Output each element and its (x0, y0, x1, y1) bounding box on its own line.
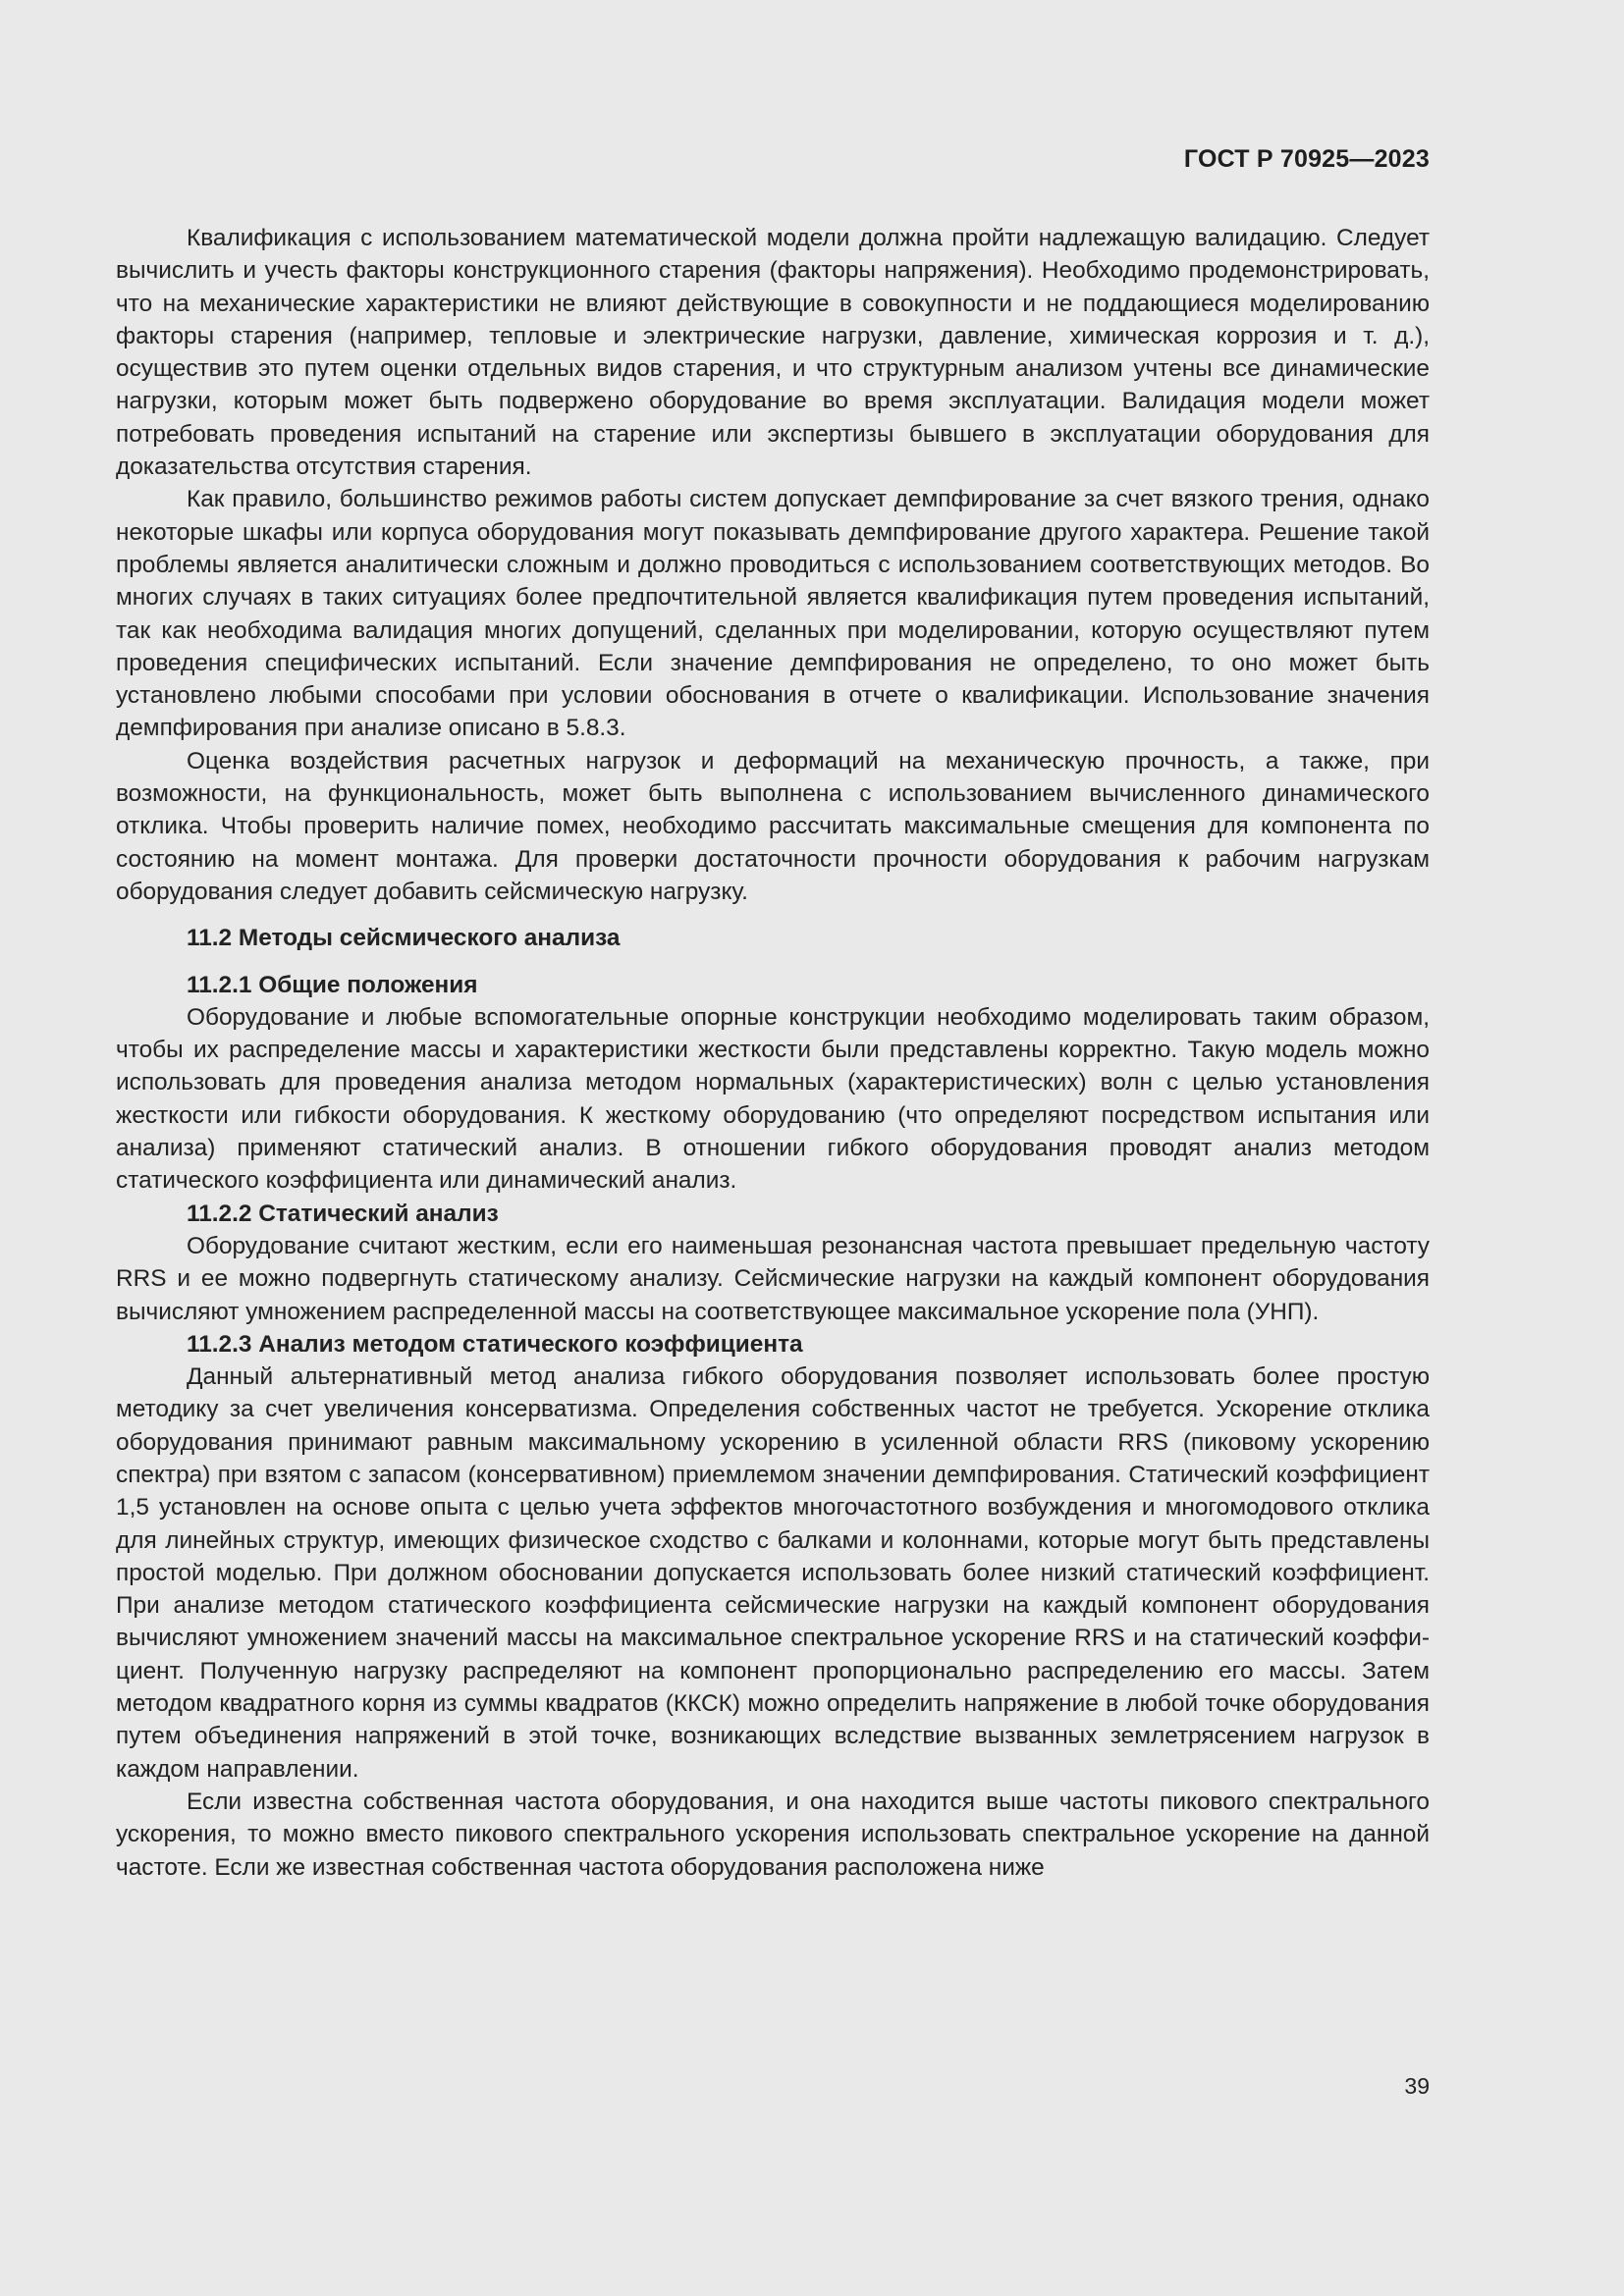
page-number: 39 (1404, 2073, 1430, 2099)
paragraph-load-assessment: Оценка воздействия расчетных нагрузок и деформаций на механическую прочность, а также, при возможности, на функциональность, может быть выполнена с использованием вычисленного динамического отклика. Чтобы проверить наличие помех, необходимо рассчитать максимальные смещения для компонента по состоянию на момент монтажа. Для проверки достаточности прочности оборудования к рабочим нагрузкам оборудования следует добавить сейсмическую нагрузку. (116, 747, 1430, 905)
paragraph-model-qualification: Квалификация с использованием математической модели должна пройти надлежащую валидацию. Следует вычислить и учесть факторы конструкционного старения (факторы напряжения). Необходимо продемонстрировать, что на механические характеристики не влияют действующие в совокупности и не поддающиеся моделированию факторы старения (например, тепловые и электрические нагрузки, давление, химическая коррозия и т. д.), осуществив это путем оценки отдельных видов старения, и что структурным анализом учтены все динамические нагрузки, которым может быть подвержено оборудование во время эксплуатации. Валидация модели может потребовать проведения испытаний на старение или экспертизы бывшего в эксплуатации оборудования для доказательства отсутствия старения. (116, 225, 1430, 481)
subsection-heading-11-2-1: 11.2.1 Общие положения (187, 971, 478, 998)
paragraph-static-coefficient: Данный альтернативный метод анализа гибкого оборудования позволяет использовать более простую методику за счет увеличения консерватизма. Определения собственных частот не требуется. Ускорение отклика оборудования принимают равным максимальному ускорению в усиленной области RRS (пиковому ускорению спектра) при взятом с запасом (консервативном) приемлемом значении демпфирования. Статический коэффициент 1,5 установлен на основе опыта с целью учета эффектов многочастотного возбуждения и многомодового отклика для линейных структур, имеющих физическое сходство с балками и колоннами, которые могут быть представлены простой моделью. При должном обосновании допускается использовать более низкий статический коэффициент. При анализе методом статического коэффициента сейсмические нагрузки на каждый компонент оборудования вычисляют умножением значений массы на максимальное спектральное ускорение RRS и на статический коэффициент. Полученную нагрузку распределяют на компонент пропорционально распределению его массы. Затем методом квадратного корня из суммы квадратов (ККСК) можно определить напряжение в любой точке оборудования путем объединения напряжений в этой точке, возникающих вследствие вызванных землетрясением нагрузок в каждом направлении. (116, 1363, 1430, 1783)
paragraph-static-analysis: Оборудование считают жестким, если его наименьшая резонансная частота превышает предельную частоту RRS и ее можно подвергнуть статическому анализу. Сейсмические нагрузки на каждый компонент оборудования вычисляют умножением распределенной массы на соответствующее максимальное ускорение пола (УНП). (116, 1232, 1430, 1325)
paragraph-natural-frequency: Если известна собственная частота оборудования, и она находится выше частоты пикового спектрального ускорения, то можно вместо пикового спектрального ускорения использовать спектральное ускорение на данной частоте. Если же известная собственная частота оборудования расположена ниже (116, 1788, 1430, 1881)
subsection-heading-11-2-2: 11.2.2 Статический анализ (187, 1200, 499, 1227)
document-header: ГОСТ Р 70925—2023 (1183, 145, 1430, 173)
paragraph-general-provisions: Оборудование и любые вспомогательные опорные конструкции необходимо моделировать таким образом, чтобы их распределение массы и характеристики жесткости были представлены корректно. Такую модель можно использовать для проведения анализа методом нормальных (характеристических) волн с целью установления жесткости или гибкости оборудования. К жесткому оборудованию (что определяют посредством испытания или анализа) применяют статический анализ. В отношении гибкого оборудования проводят анализ методом статического коэффициента или динамический анализ. (116, 1003, 1430, 1195)
subsection-heading-11-2-3: 11.2.3 Анализ методом статического коэффициента (187, 1330, 803, 1358)
document-body (116, 222, 1430, 1884)
section-heading-11-2: 11.2 Методы сейсмического анализа (187, 925, 621, 952)
paragraph-damping: Как правило, большинство режимов работы систем допускает демпфирование за счет вязкого трения, однако некоторые шкафы или корпуса оборудования могут показывать демпфирование другого характера. Решение такой проблемы является аналитически сложным и должно проводиться с использованием соответствующих методов. Во многих случаях в таких ситуациях более предпочтительной является квалификация путем проведения испытаний, так как необходима валидация многих допущений, сделанных при моделировании, которую осуществляют путем проведения специфических испытаний. Если значение демпфирования не определено, то оно может быть установлено любыми способами при условии обоснования в отчете о квалификации. Использование значения демпфирования при анализе описано в 5.8.3. (116, 486, 1430, 742)
